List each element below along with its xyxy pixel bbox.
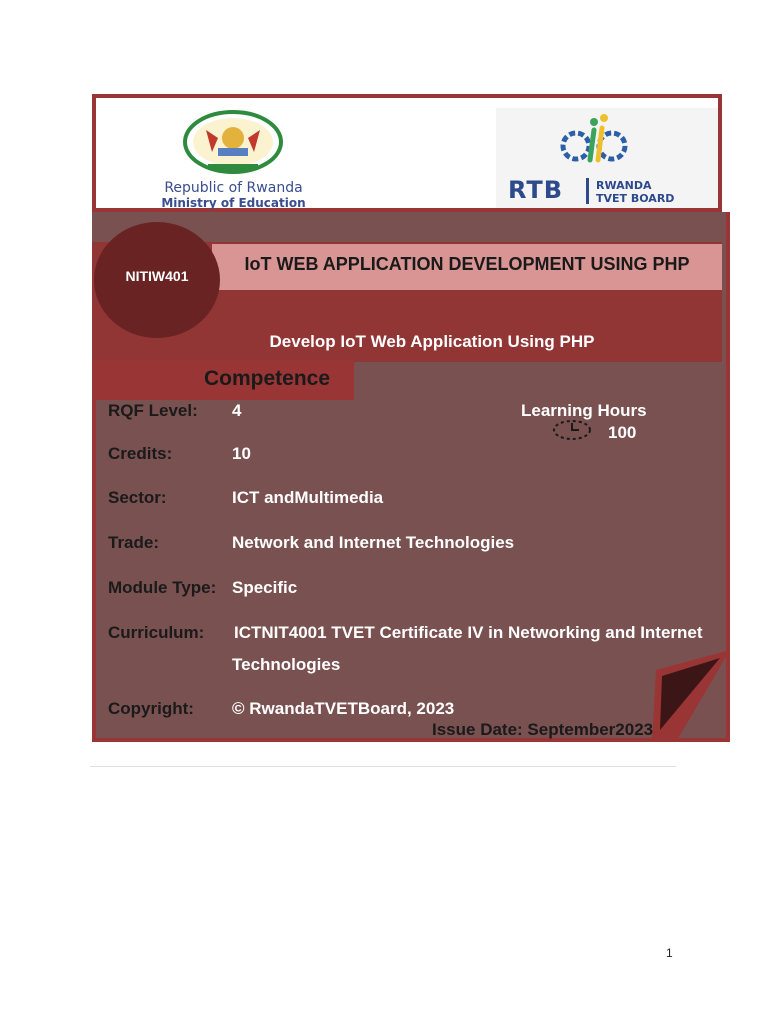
module-title: IoT WEB APPLICATION DEVELOPMENT USING PHP <box>244 254 690 274</box>
module-cover-card <box>92 94 730 742</box>
divider-line <box>90 766 676 767</box>
trade-label: Trade: <box>108 533 160 552</box>
issue-date: Issue Date: September2023 <box>432 720 654 739</box>
competence-label: Competence <box>204 367 331 390</box>
sector-value: ICT andMultimedia <box>232 488 384 507</box>
copyright-label: Copyright: <box>108 699 194 718</box>
rtb-separator <box>586 178 589 204</box>
rqf-level-value: 4 <box>232 401 242 420</box>
learning-hours-label: Learning Hours <box>521 401 647 420</box>
clock-icon <box>552 419 592 441</box>
trade-value: Network and Internet Technologies <box>232 533 515 552</box>
module-subtitle: Develop IoT Web Application Using PHP <box>269 332 595 351</box>
sector-label: Sector: <box>108 488 167 507</box>
logo-header <box>92 94 722 212</box>
curriculum-value-line2: Technologies <box>232 655 341 674</box>
module-type-label: Module Type: <box>108 578 217 597</box>
module-code-badge <box>94 222 220 338</box>
credits-value: 10 <box>232 444 251 463</box>
ministry-of-education-logo <box>146 108 321 208</box>
credits-label: Credits: <box>108 444 173 463</box>
curriculum-value: ICTNIT4001 TVET Certificate IV in Networking and Internet <box>234 623 703 642</box>
learning-hours-value: 100 <box>608 423 637 442</box>
module-type-value: Specific <box>232 578 298 597</box>
title-bar <box>212 244 722 290</box>
curriculum-label: Curriculum: <box>108 623 205 642</box>
rtb-subtitle-rwanda: RWANDA <box>596 179 652 192</box>
module-code: NITIW401 <box>125 268 189 284</box>
page-number: 1 <box>666 946 673 960</box>
rqf-level-label: RQF Level: <box>108 401 198 420</box>
rtb-subtitle-tvet-board: TVET BOARD <box>596 192 675 205</box>
copyright-value: © RwandaTVETBoard, 2023 <box>232 699 455 718</box>
republic-of-rwanda-text: Republic of Rwanda <box>164 180 303 196</box>
rtb-logo <box>496 108 718 208</box>
rtb-logotype: RTB <box>508 176 564 204</box>
rwanda-seal-icon <box>146 108 321 178</box>
competence-banner <box>92 360 354 400</box>
rtb-gears-icon <box>558 112 630 174</box>
ministry-of-education-text: Ministry of Education <box>161 196 306 210</box>
